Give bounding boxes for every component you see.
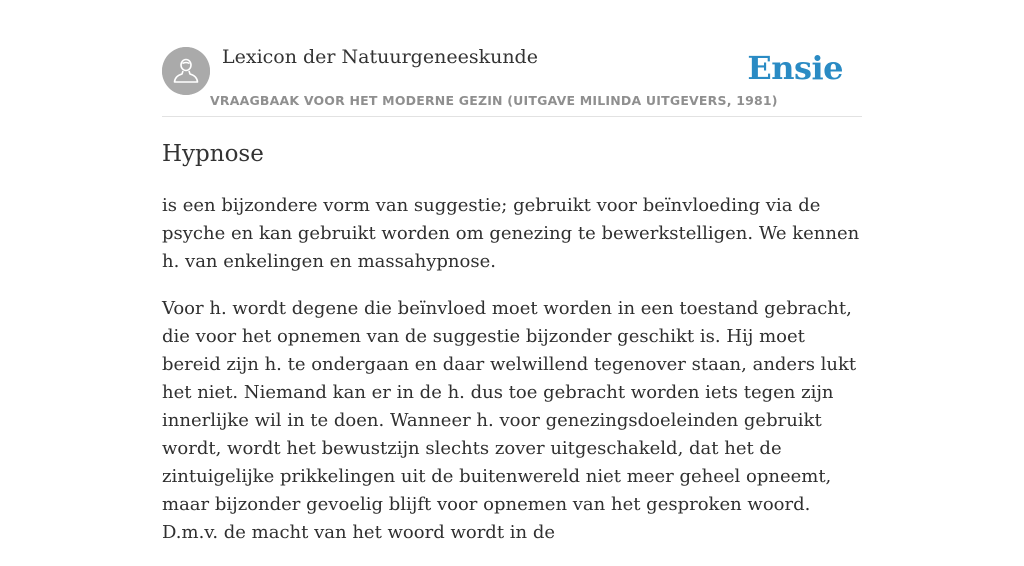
user-icon[interactable] [162, 47, 210, 95]
article [162, 138, 862, 566]
publication-subtitle: VRAAGBAAK VOOR HET MODERNE GEZIN (UITGAVE MILINDA UITGEVERS, 1981) [210, 93, 778, 108]
user-icon-graphic [162, 47, 210, 95]
article-title: Hypnose [162, 141, 264, 167]
site-title[interactable]: Lexicon der Natuurgeneeskunde [222, 46, 538, 68]
site-header [162, 40, 862, 117]
article-paragraph: is een bijzondere vorm van suggestie; gebruikt voor beïnvloeding via de psyche en kan gebruikt worden om genezing te bewerkstelligen. We kennen h. van enkelingen en massahypnose. [162, 195, 860, 272]
article-paragraph: Voor h. wordt degene die beïnvloed moet worden in een toestand gebracht, die voor het opnemen van de suggestie bijzonder geschikt is. Hij moet bereid zijn h. te ondergaan en daar welwillend tegenover staan, anders lukt het niet. Niemand kan er in de h. dus toe gebracht worden iets tegen zijn innerlijke wil in te doen. Wanneer h. voor genezingsdoeleinden gebruikt wordt, wordt het bewustzijn slechts zover uitgeschakeld, dat het de zintuigelijke prikkelingen uit de buitenwereld niet meer geheel opneemt, maar bijzonder gevoelig blijft voor opnemen van het gesproken woord. D.m.v. de macht van het woord wordt in de [162, 298, 857, 543]
ensie-logo-link[interactable]: Ensie [747, 49, 843, 87]
